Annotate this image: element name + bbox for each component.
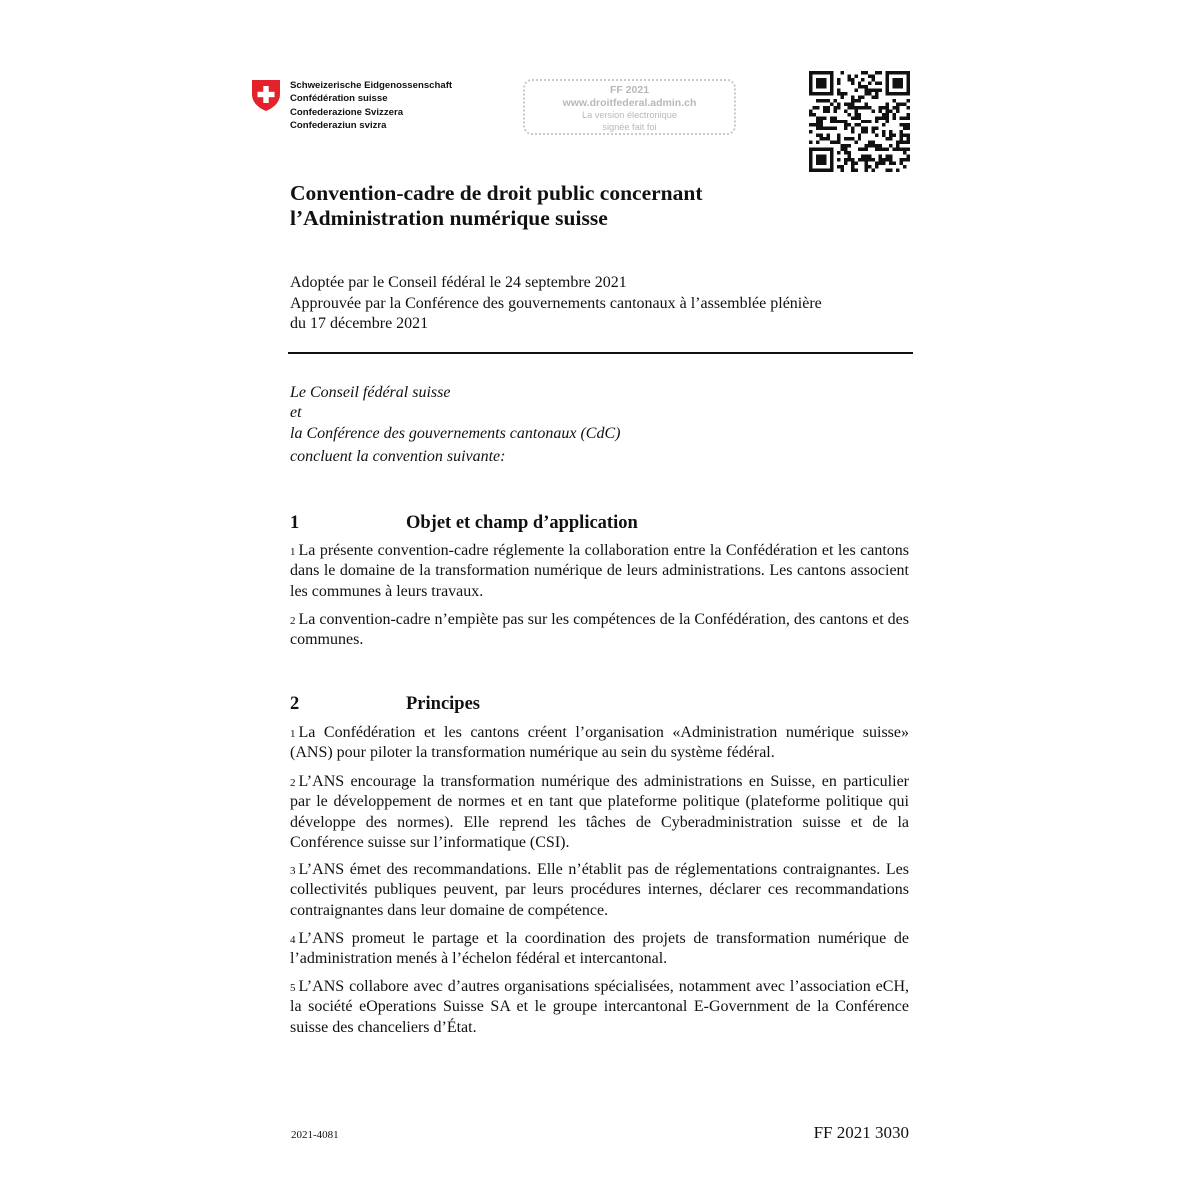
preamble-line-1: Le Conseil fédéral suisse: [290, 384, 451, 401]
preamble-line-2: et: [290, 404, 302, 422]
federal-administration-name: [290, 79, 452, 133]
article-2-paragraph-5: [290, 977, 909, 1038]
paragraph-number: 3: [290, 865, 296, 877]
article-number: 2: [290, 694, 300, 714]
qr-code-icon: [809, 71, 910, 172]
article-1-paragraph-2: [290, 610, 909, 651]
stamp-note-2: signée fait foi: [602, 121, 657, 132]
article-2-paragraph-4: [290, 929, 909, 970]
paragraph-text: L’ANS encourage la transformation numérique des administrations en Suisse, en particulier par le développement de normes et en tant que plateforme politique (plateforme politique qui développe des normes). Elle reprend les tâches de Cyberadministration suisse et de la Conférence suisse sur l’informatique (CSI).: [290, 773, 909, 851]
paragraph-text: L’ANS émet des recommandations. Elle n’établit pas de réglementations contraignantes. Les collectivités publiques peuvent, par leurs procédures internes, déclarer ces recommandations contraignantes dans leur domaine de compétence.: [290, 861, 909, 919]
paragraph-number: 4: [290, 934, 296, 946]
paragraph-text: L’ANS collabore avec d’autres organisations spécialisées, notamment avec l’association eCH, la société eOperations Suisse SA et le groupe intercantonal E-Government de la Conférence suisse des chanceliers d’État.: [290, 978, 909, 1036]
preamble: [290, 383, 620, 467]
paragraph-text: La convention-cadre n’empiète pas sur les compétences de la Confédération, des cantons et des communes.: [290, 611, 909, 649]
title-line-1: Convention-cadre de droit public concernant: [290, 181, 703, 205]
org-line-rm: Confederaziun svizra: [290, 120, 387, 132]
publication-reference: FF 2021 3030: [813, 1123, 909, 1142]
org-line-fr: Confédération suisse: [290, 93, 388, 105]
preamble-line-3: la Conférence des gouvernements cantonaux (CdC): [290, 424, 621, 442]
article-1-paragraph-1: [290, 541, 909, 602]
adoption-info: [290, 273, 915, 335]
preamble-line-4: concluent la convention suivante:: [290, 447, 506, 465]
adoption-line-2: Approuvée par la Conférence des gouvernements cantonaux à l’assemblée plénière: [290, 294, 822, 312]
article-1-heading: [290, 512, 638, 534]
paragraph-text: La présente convention-cadre réglemente la collaboration entre la Confédération et les cantons dans le domaine de la transformation numérique de leurs administrations. Les cantons associent les communes à leurs travaux.: [290, 542, 909, 600]
article-2-heading: [290, 693, 480, 715]
article-title: Principes: [406, 694, 480, 714]
adoption-line-3: du 17 décembre 2021: [290, 315, 429, 332]
paragraph-number: 1: [290, 728, 296, 740]
article-2-paragraph-2: [290, 772, 909, 853]
paragraph-text: La Confédération et les cantons créent l’organisation «Administration numérique suisse» (ANS) pour piloter la transformation numérique au sein du système fédéral.: [290, 724, 909, 762]
adoption-line-1: Adoptée par le Conseil fédéral le 24 septembre 2021: [290, 274, 627, 291]
electronic-version-stamp: [523, 79, 736, 135]
stamp-note-1: La version électronique: [582, 110, 677, 120]
paragraph-text: L’ANS promeut le partage et la coordination des projets de transformation numérique de l’administration menés à l’échelon fédéral et intercantonal.: [290, 930, 909, 968]
document-title: [290, 181, 930, 230]
document-reference: 2021-4081: [291, 1129, 339, 1141]
org-line-it: Confederazione Svizzera: [290, 106, 404, 118]
stamp-url: www.droitfederal.admin.ch: [562, 97, 697, 109]
paragraph-number: 5: [290, 982, 296, 994]
stamp-publication: FF 2021: [609, 84, 650, 96]
paragraph-number: 2: [290, 777, 296, 789]
separator-rule: [288, 352, 913, 354]
article-number: 1: [290, 513, 300, 533]
paragraph-number: 2: [290, 615, 296, 627]
article-2-paragraph-3: [290, 860, 909, 921]
paragraph-number: 1: [290, 546, 296, 558]
swiss-crest-icon: [251, 79, 281, 112]
article-title: Objet et champ d’application: [406, 513, 638, 533]
title-line-2: l’Administration numérique suisse: [290, 205, 608, 230]
article-2-paragraph-1: [290, 723, 909, 764]
org-line-de: Schweizerische Eidgenossenschaft: [290, 80, 453, 91]
